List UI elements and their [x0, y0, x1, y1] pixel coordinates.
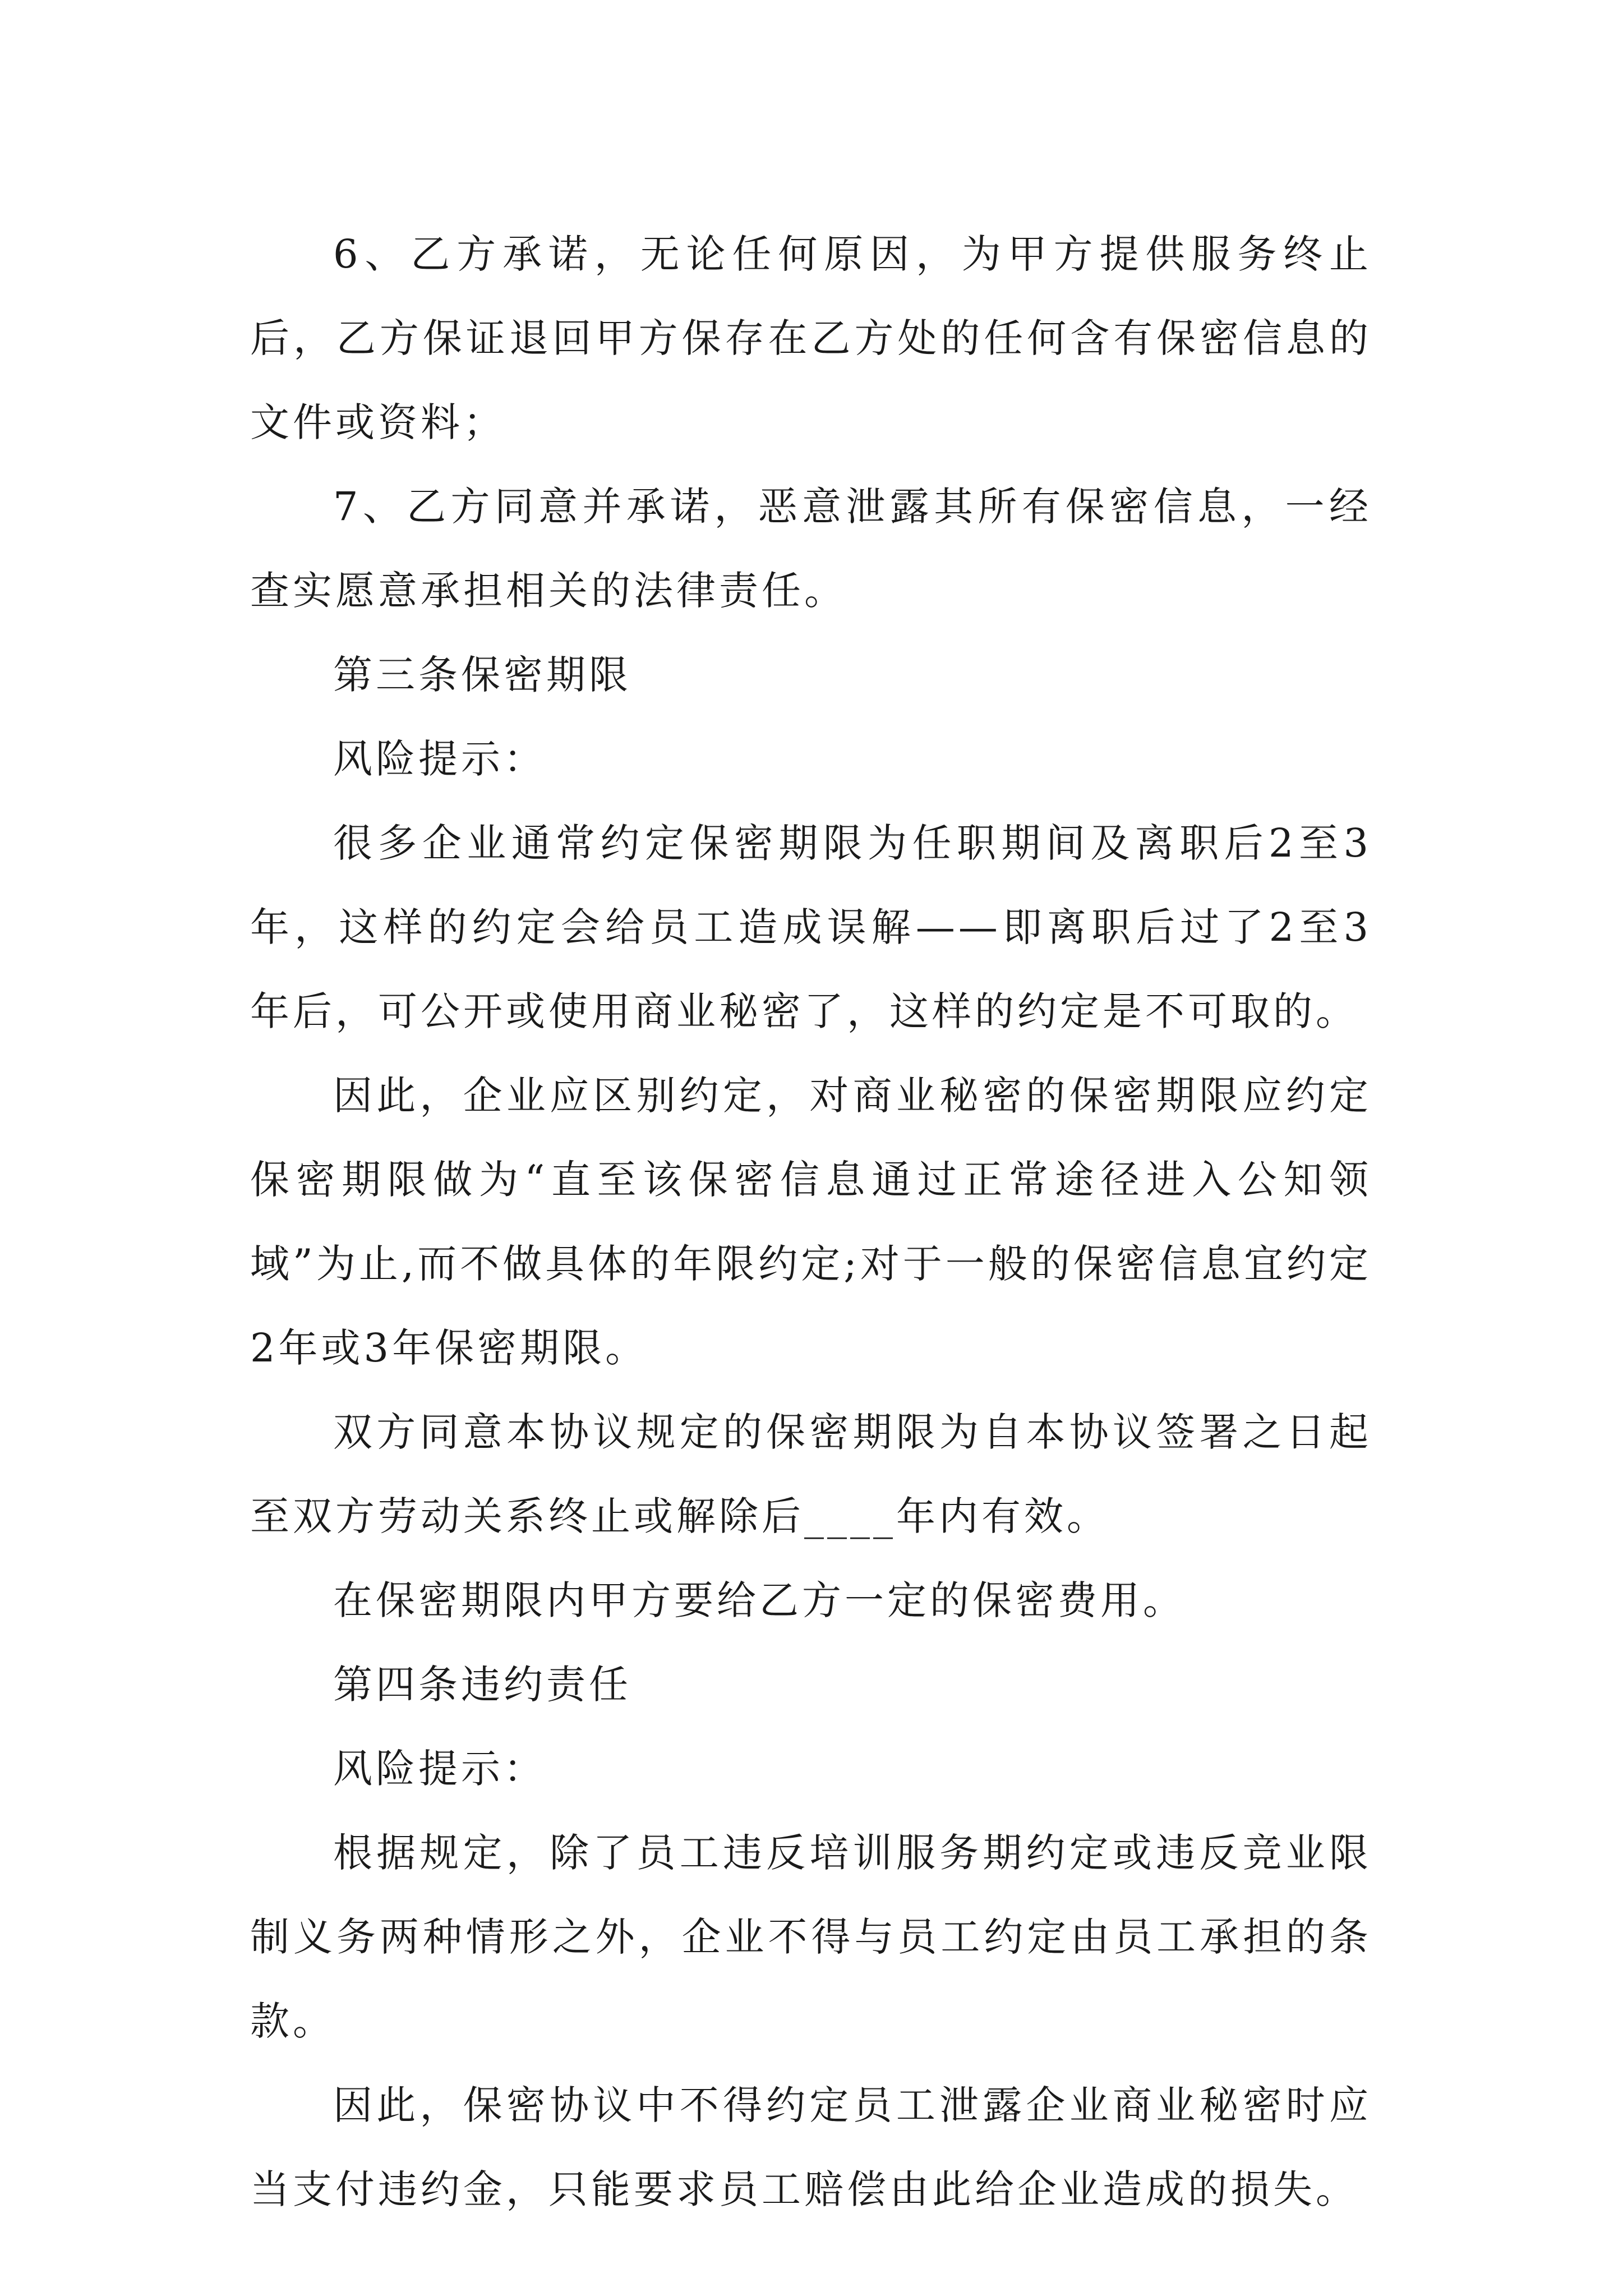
- paragraph-confidentiality-fee: 在保密期限内甲方要给乙方一定的保密费用。: [333, 1577, 1186, 1623]
- paragraph-conclusion: 因此，保密协议中不得约定员工泄露企业商业秘密时应当支付违约金，只能要求员工赔偿由此给企业造成的损失。: [250, 2082, 1372, 2212]
- paragraph-clause-7: 7、乙方同意并承诺，恶意泄露其所有保密信息，一经查实愿意承担相关的法律责任。: [250, 484, 1372, 614]
- risk-tip-label: 风险提示：: [333, 1746, 546, 1792]
- paragraph-risk-text: 很多企业通常约定保密期限为任职期间及离职后2至3年，这样的约定会给员工造成误解——即离职后过了2至3年后，可公开或使用商业秘密了，这样的约定是不可取的。: [250, 820, 1372, 1034]
- paragraph-clause-6: 6、乙方承诺，无论任何原因，为甲方提供服务终止后，乙方保证退回甲方保存在乙方处的任何含有保密信息的文件或资料；: [250, 231, 1372, 445]
- section-heading-4: 第四条违约责任: [333, 1662, 631, 1708]
- paragraph-rules: 根据规定，除了员工违反培训服务期约定或违反竞业限制义务两种情形之外，企业不得与员工约定由员工承担的条款。: [250, 1830, 1372, 2044]
- paragraph-therefore: 因此，企业应区别约定，对商业秘密的保密期限应约定保密期限做为“直至该保密信息通过正常途径进入公知领域”为止,而不做具体的年限约定;对于一般的保密信息宜约定2年或3年保密期限。: [250, 1073, 1372, 1371]
- paragraph-confidentiality-term: 双方同意本协议规定的保密期限为自本协议签署之日起至双方劳动关系终止或解除后____年内有效。: [250, 1409, 1372, 1539]
- section-heading-3: 第三条保密期限: [333, 652, 631, 698]
- document-body: [250, 212, 1372, 2231]
- risk-tip-label: 风险提示：: [333, 736, 546, 782]
